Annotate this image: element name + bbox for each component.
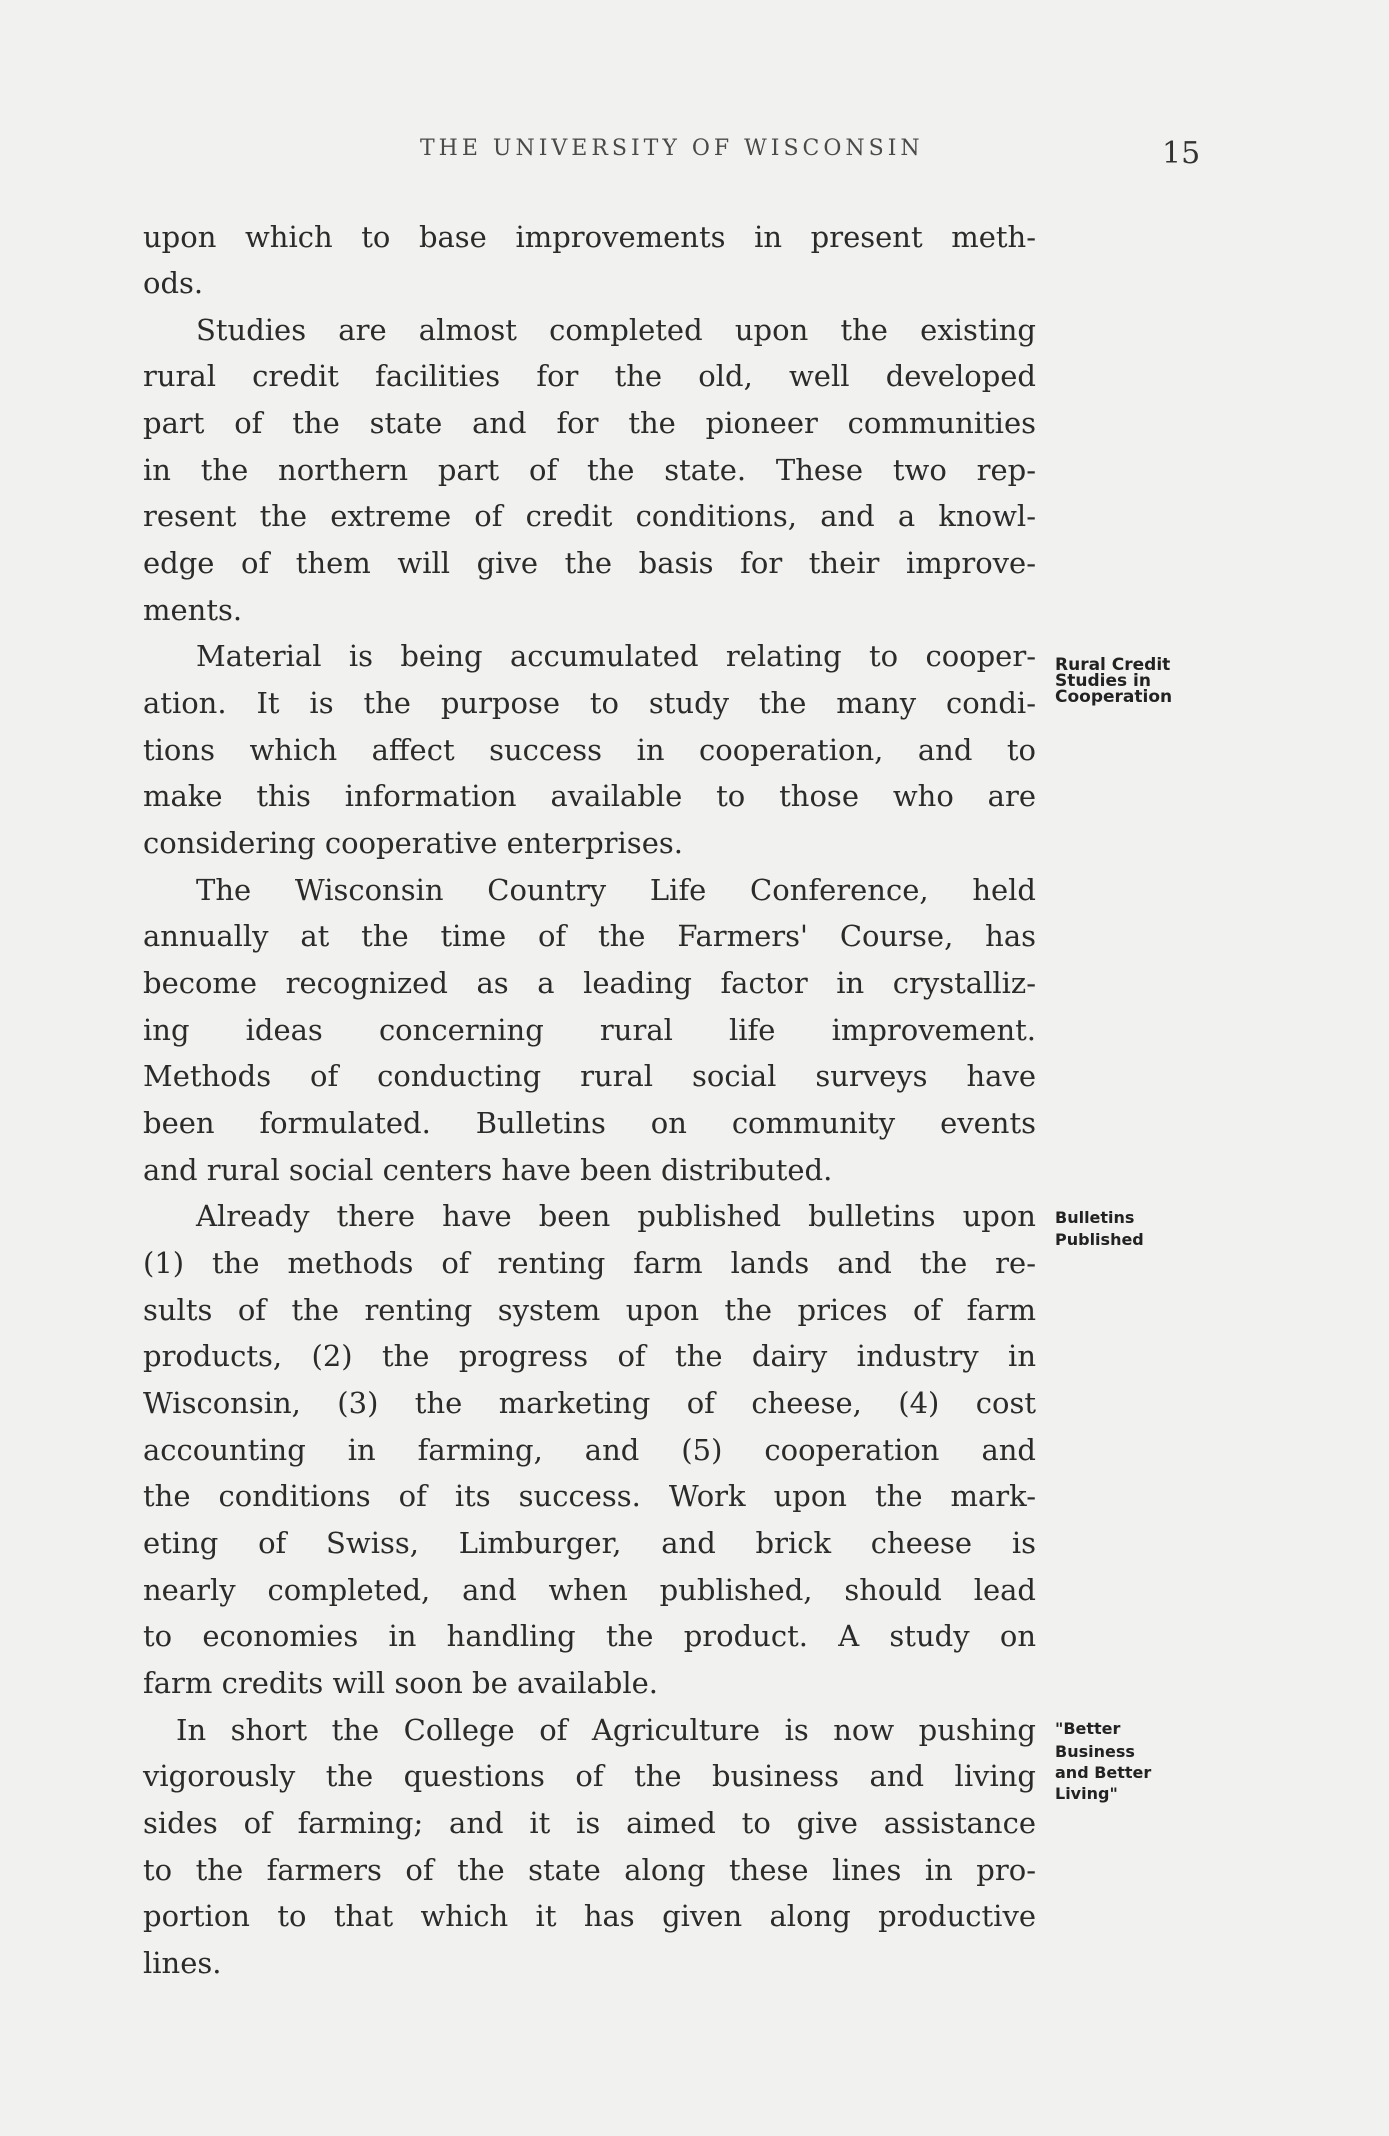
body-line: Studies are almost completed upon the existing	[196, 313, 1036, 347]
body-line: eting of Swiss, Limburger, and brick cheese is	[143, 1526, 1036, 1560]
side-note-line: Cooperation	[1055, 687, 1173, 707]
side-note-line: Living"	[1055, 1784, 1118, 1803]
body-line: been formulated. Bulletins on community events	[143, 1106, 1036, 1140]
body-line: to economies in handling the product. A study on	[143, 1619, 1036, 1653]
body-line: farm credits will soon be available.	[143, 1666, 658, 1700]
side-note-line: Studies in	[1055, 671, 1151, 691]
body-line: The Wisconsin Country Life Conference, held	[196, 873, 1036, 907]
body-line: lines.	[143, 1946, 222, 1980]
body-line: ing ideas concerning rural life improvement.	[143, 1013, 1036, 1047]
body-line: nearly completed, and when published, should lead	[143, 1573, 1036, 1607]
side-note-line: Bulletins	[1055, 1208, 1135, 1227]
side-note-line: Rural Credit	[1055, 655, 1171, 675]
side-note-line: "Better	[1055, 1719, 1121, 1738]
side-note-line: and Better	[1055, 1763, 1152, 1782]
body-line: considering cooperative enterprises.	[143, 826, 683, 860]
side-note-rural-credit	[1055, 655, 1172, 707]
body-line: In short the College of Agriculture is now pushing	[176, 1713, 1036, 1747]
body-line: to the farmers of the state along these lines in pro-	[143, 1853, 1036, 1887]
page-number: 15	[1162, 136, 1201, 171]
side-note-line: Published	[1055, 1230, 1144, 1249]
body-line: sults of the renting system upon the prices of farm	[143, 1293, 1036, 1327]
body-line: part of the state and for the pioneer communities	[143, 406, 1036, 440]
running-head: THE UNIVERSITY OF WISCONSIN	[420, 136, 924, 161]
body-line: products, (2) the progress of the dairy industry in	[143, 1339, 1036, 1373]
body-line: annually at the time of the Farmers' Course, has	[143, 919, 1036, 953]
body-line: and rural social centers have been distributed.	[143, 1153, 833, 1187]
body-line: upon which to base improvements in present meth-	[143, 220, 1036, 254]
body-line: (1) the methods of renting farm lands and the re-	[143, 1246, 1036, 1280]
body-line: ation. It is the purpose to study the many condi-	[143, 686, 1036, 720]
body-line: the conditions of its success. Work upon the mark-	[143, 1479, 1036, 1513]
body-line: sides of farming; and it is aimed to give assistance	[143, 1806, 1036, 1840]
body-line: Material is being accumulated relating to cooper-	[196, 639, 1036, 673]
body-line: Wisconsin, (3) the marketing of cheese, (4) cost	[143, 1386, 1036, 1420]
body-line: rural credit facilities for the old, well developed	[143, 359, 1036, 393]
body-line: vigorously the questions of the business and living	[143, 1759, 1036, 1793]
side-note-bulletins	[1055, 1208, 1144, 1250]
body-line: Already there have been published bulletins upon	[196, 1199, 1036, 1233]
body-line: Methods of conducting rural social surveys have	[143, 1059, 1036, 1093]
body-line: ments.	[143, 593, 243, 627]
side-note-line: Business	[1055, 1742, 1135, 1761]
body-line: tions which affect success in cooperation, and to	[143, 733, 1036, 767]
side-note-better-business	[1055, 1718, 1151, 1804]
body-line: ods.	[143, 266, 204, 300]
body-line: accounting in farming, and (5) cooperation and	[143, 1433, 1036, 1467]
body-line: make this information available to those who are	[143, 779, 1036, 813]
body-line: in the northern part of the state. These two rep-	[143, 453, 1036, 487]
body-line: edge of them will give the basis for their improve-	[143, 546, 1036, 580]
body-line: become recognized as a leading factor in crystalliz-	[143, 966, 1036, 1000]
body-line: resent the extreme of credit conditions, and a knowl-	[143, 499, 1036, 533]
body-line: portion to that which it has given along productive	[143, 1899, 1036, 1933]
